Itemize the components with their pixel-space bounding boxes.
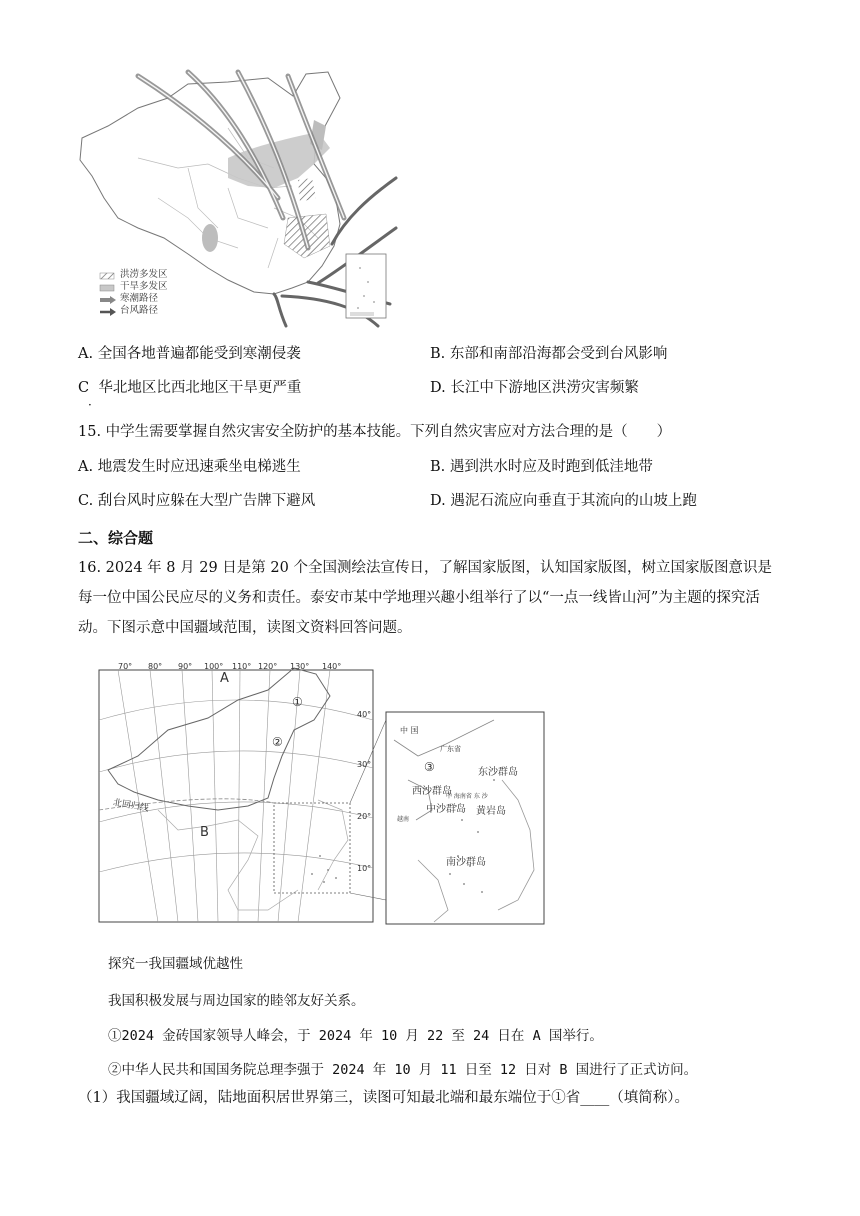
q14-option-d[interactable]: D. 长江中下游地区洪涝灾害频繁 (430, 380, 639, 396)
legend-typhoon: 台风路径 (120, 305, 159, 316)
inset-xisha: 西沙群岛 (412, 786, 452, 797)
q14-option-b[interactable]: B. 东部和南部沿海都会受到台风影响 (430, 346, 668, 362)
map-label-a: A (220, 671, 229, 686)
explore-line-1: 我国积极发展与周边国家的睦邻友好关系。 (108, 993, 365, 1009)
inset-vietnam: 越南 (397, 816, 410, 823)
q15-option-d[interactable]: D. 遇泥石流应向垂直于其流向的山坡上跑 (430, 493, 697, 509)
map-mark-2: ② (272, 735, 283, 749)
lon-70: 70° (118, 662, 133, 671)
lat-10: 10° (357, 864, 372, 873)
q15-option-a[interactable]: A. 地震发生时应迅速乘坐电梯逃生 (78, 459, 301, 475)
inset-huangyan: 黄岩岛 (476, 806, 506, 817)
q14-option-c-dot: · (88, 398, 92, 412)
lon-140: 140° (322, 662, 342, 671)
inset-china: 中 国 (400, 726, 419, 735)
lat-30: 30° (357, 760, 372, 769)
explore-line-2: ①2024 金砖国家领导人峰会，于 2024 年 10 月 22 至 24 日在 A 国举行。 (108, 1028, 603, 1044)
tropic-label: 北回归线 (112, 797, 150, 815)
q16-sub1: （1）我国疆域辽阔，陆地面积居世界第三，读图可知最北端和最东端位于①省____（填简称）。 (78, 1090, 689, 1106)
legend-flood: 洪涝多发区 (120, 269, 168, 280)
inset-dongsha: 东沙群岛 (478, 767, 518, 778)
lon-80: 80° (148, 662, 163, 671)
lon-90: 90° (178, 662, 193, 671)
explore-title: 探究一我国疆域优越性 (108, 956, 243, 972)
lon-120: 120° (258, 662, 278, 671)
inset-mark-3: ③ (424, 760, 435, 774)
inset-zhongsha: 中沙群岛 (426, 804, 466, 815)
lat-20: 20° (357, 812, 372, 821)
inset-nansha: 南沙群岛 (446, 857, 486, 868)
explore-line-3: ②中华人民共和国国务院总理李强于 2024 年 10 月 11 日至 12 日对 B 国进行了正式访问。 (108, 1062, 698, 1078)
legend-drought: 干旱多发区 (120, 281, 168, 292)
q15-option-c[interactable]: C. 刮台风时应躲在大型广告牌下避风 (78, 493, 316, 509)
q16-intro: 16. 2024 年 8 月 29 日是第 20 个全国测绘法宣传日，了解国家版图，认知国家版图，树立国家版图意识是每一位中国公民应尽的义务和责任。泰安市某中学地理兴趣小组举行了以“一点一线皆山河”为主题的探究活动。下图示意中国疆域范围，读图文资料回答问题。 (78, 560, 772, 636)
map-mark-1: ① (292, 695, 303, 709)
lon-110: 110° (232, 662, 252, 671)
map-label-b: B (200, 825, 209, 840)
map-legend (120, 269, 168, 316)
lon-100: 100° (204, 662, 224, 671)
legend-swatches (100, 273, 116, 316)
legend-coldwave: 寒潮路径 (120, 293, 159, 304)
inset-small: 中 海南省 东 沙 (446, 793, 488, 800)
lat-40: 40° (357, 710, 372, 719)
inset-guangdong: 广东省 (440, 745, 461, 753)
q14-option-a[interactable]: A. 全国各地普遍都能受到寒潮侵袭 (78, 346, 301, 362)
q14-option-c[interactable]: C 华北地区比西北地区干旱更严重 (78, 380, 302, 396)
section-title: 二、综合题 (78, 529, 154, 547)
q15-stem: 15. 中学生需要掌握自然灾害安全防护的基本技能。下列自然灾害应对方法合理的是（ ） (78, 424, 672, 440)
q15-option-b[interactable]: B. 遇到洪水时应及时跑到低洼地带 (430, 459, 653, 475)
lon-130: 130° (290, 662, 310, 671)
